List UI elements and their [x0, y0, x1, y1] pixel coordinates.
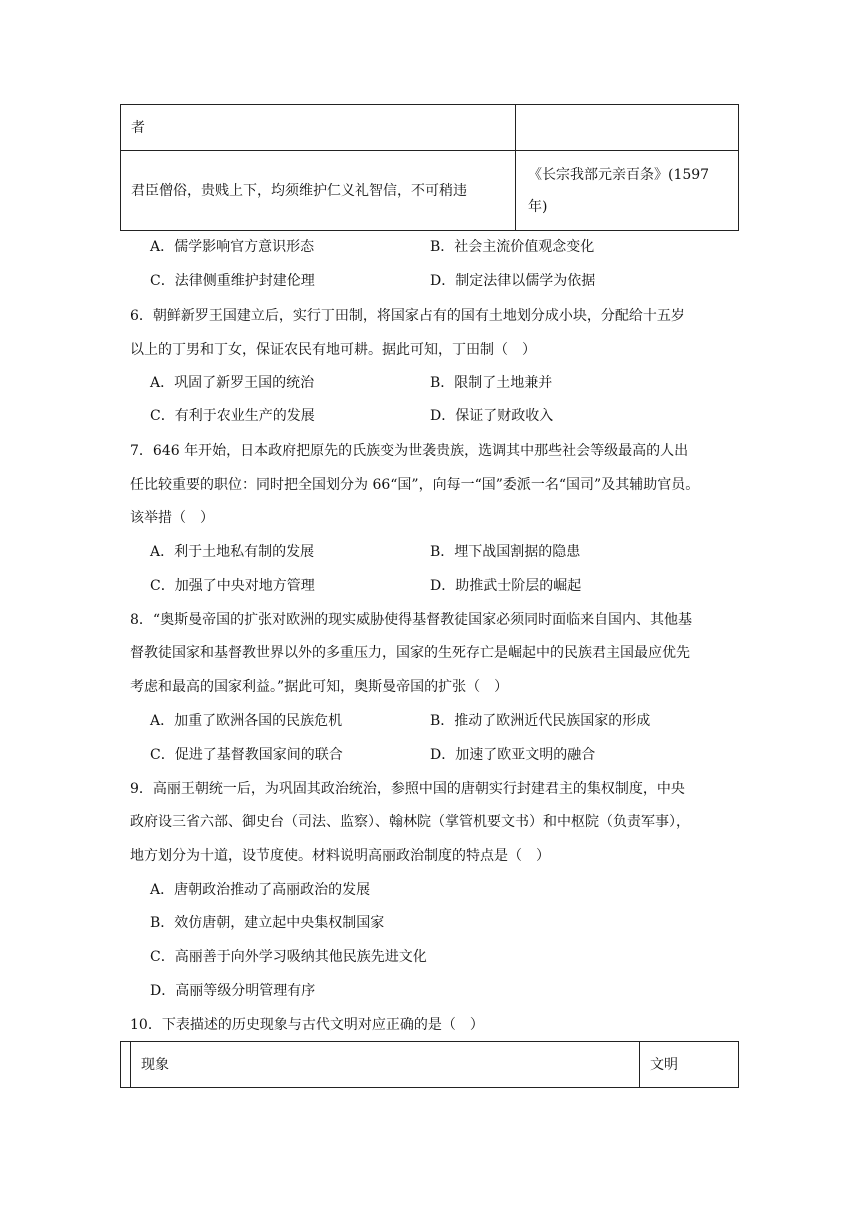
table-header-cell: 文明 [640, 1042, 739, 1088]
option-d: D．制定法律以儒学为依据 [430, 273, 596, 289]
source-citation: 《长宗我部元亲百条》(1597 [528, 166, 710, 183]
phenomenon-table [120, 1041, 739, 1088]
option-b: B．限制了土地兼并 [430, 375, 553, 391]
question-8-text: 8．“奥斯曼帝国的扩张对欧洲的现实威胁使得基督教徒国家必须同时面临来自国内、其他基 [130, 612, 693, 628]
source-table [120, 104, 739, 231]
question-6-text: 6．朝鲜新罗王国建立后，实行丁田制，将国家占有的国有土地划分成小块，分配给十五岁 [130, 308, 685, 324]
option-d: D．保证了财政收入 [430, 408, 554, 424]
option-c: C．高丽善于向外学习吸纳其他民族先进文化 [150, 949, 427, 965]
option-a: A．巩固了新罗王国的统治 [150, 375, 315, 391]
option-a: A．儒学影响官方意识形态 [150, 239, 315, 255]
question-6-text: 以上的丁男和丁女，保证农民有地可耕。据此可知，丁田制（ ） [130, 342, 536, 358]
question-9-text: 9．高丽王朝统一后，为巩固其政治统治，参照中国的唐朝实行封建君主的集权制度，中央 [130, 781, 685, 797]
question-10-text: 10．下表描述的历史现象与古代文明对应正确的是（ ） [130, 1017, 484, 1033]
question-9-text: 地方划分为十道，设节度使。材料说明高丽政治制度的特点是（ ） [130, 848, 550, 864]
option-b: B．效仿唐朝，建立起中央集权制国家 [150, 915, 385, 931]
option-a: A．利于土地私有制的发展 [150, 544, 315, 560]
table-cell [516, 151, 739, 231]
question-9-text: 政府设三省六部、御史台（司法、监察）、翰林院（掌管机要文书）和中枢院（负责军事）， [130, 814, 690, 830]
option-d: D．高丽等级分明管理有序 [150, 983, 316, 999]
option-a: A．唐朝政治推动了高丽政治的发展 [150, 882, 371, 898]
option-c: C．法律侧重维护封建伦理 [150, 273, 315, 289]
table-cell: 者 [121, 105, 516, 151]
option-d: D．加速了欧亚文明的融合 [430, 747, 596, 763]
question-8-text: 督教徒国家和基督教世界以外的多重压力，国家的生死存亡是崛起中的民族君主国最应优先 [130, 645, 690, 661]
option-b: B．推动了欧洲近代民族国家的形成 [430, 713, 651, 729]
table-cell: 君臣僧俗，贵贱上下，均须维护仁义礼智信，不可稍违 [121, 151, 516, 231]
table-header-cell [121, 1042, 131, 1088]
question-7-text: 任比较重要的职位：同时把全国划分为 66“国”，向每一“国”委派一名“国司”及其辅助官员。 [130, 477, 700, 493]
source-citation-year: 年) [528, 198, 548, 215]
question-8-text: 考虑和最高的国家利益。”据此可知，奥斯曼帝国的扩张（ ） [130, 679, 509, 695]
option-a: A．加重了欧洲各国的民族危机 [150, 713, 343, 729]
option-d: D．助推武士阶层的崛起 [430, 578, 582, 594]
table-cell [516, 105, 739, 151]
question-7-text: 该举措（ ） [130, 510, 214, 526]
option-b: B．埋下战国割据的隐患 [430, 544, 581, 560]
option-c: C．加强了中央对地方管理 [150, 578, 315, 594]
option-c: C．有利于农业生产的发展 [150, 408, 315, 424]
option-b: B．社会主流价值观念变化 [430, 239, 595, 255]
option-c: C．促进了基督教国家间的联合 [150, 747, 343, 763]
question-7-text: 7．646 年开始，日本政府把原先的氏族变为世袭贵族，选调其中那些社会等级最高的人出 [130, 443, 689, 459]
table-header-cell: 现象 [131, 1042, 640, 1088]
